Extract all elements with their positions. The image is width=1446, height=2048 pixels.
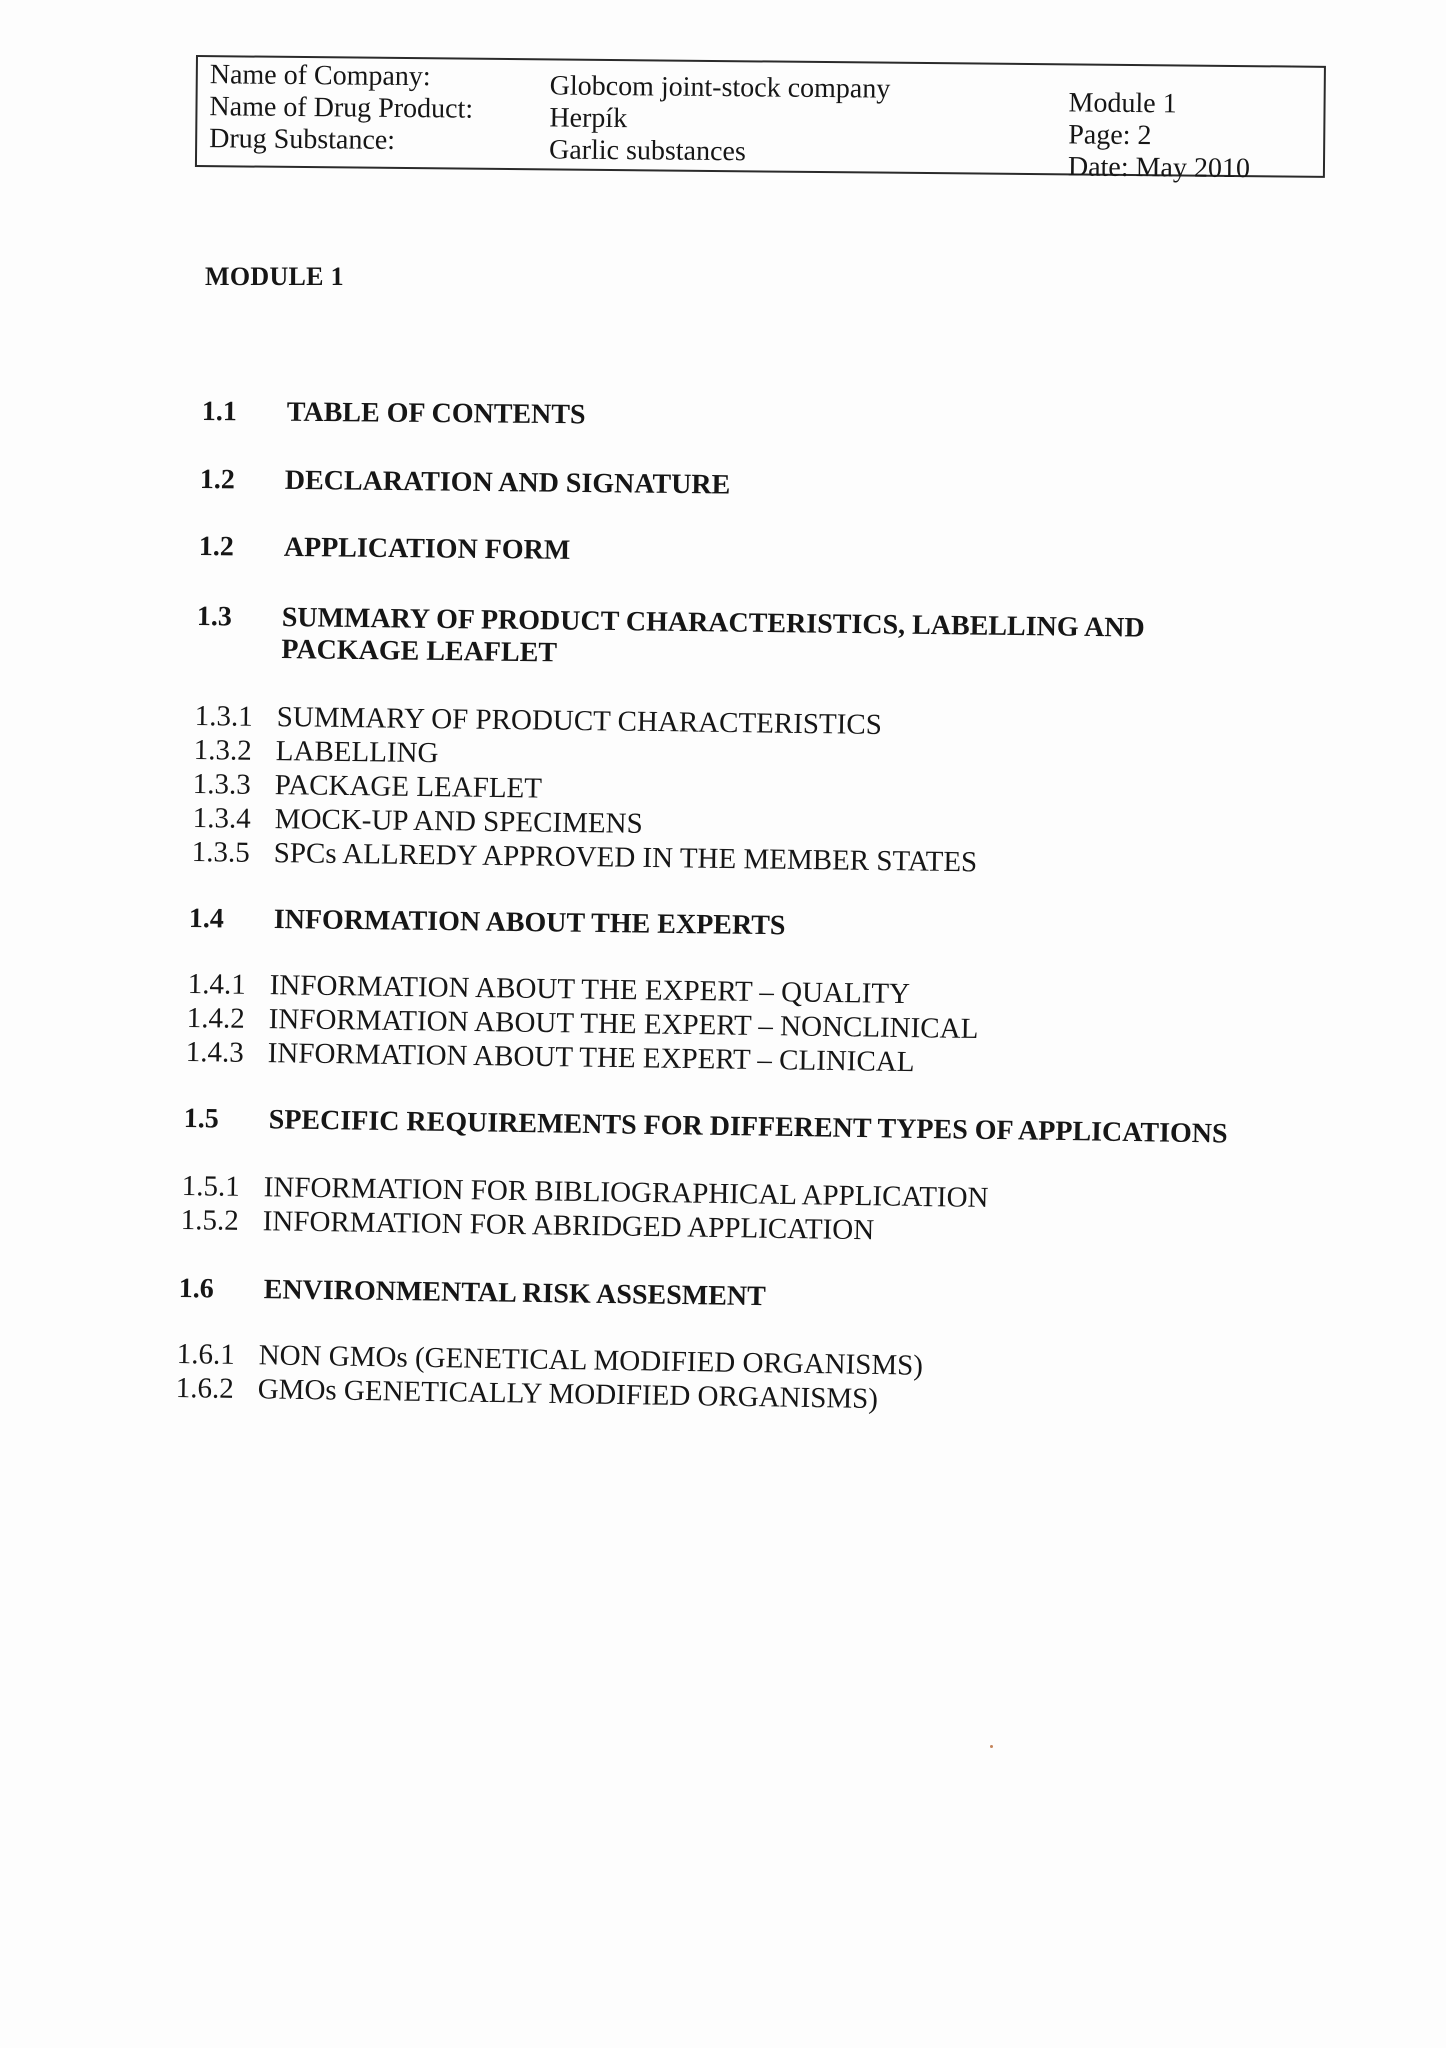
section-number: 1.2 (198, 531, 234, 563)
subsection-title: LABELLING (275, 735, 439, 770)
subsection-title: MOCK-UP AND SPECIMENS (274, 803, 643, 840)
drug-product-label: Name of Drug Product: (209, 91, 474, 125)
section-title-line-2: PACKAGE LEAFLET (281, 634, 558, 669)
page-number: Page: 2 (1068, 119, 1152, 152)
section-number: 1.6 (178, 1273, 214, 1305)
section-title: INFORMATION ABOUT THE EXPERTS (273, 904, 786, 942)
toc-section-1-6 (179, 1273, 766, 1313)
subsection-number: 1.5.1 (181, 1170, 240, 1203)
subsection-title: SPCs ALLREDY APPROVED IN THE MEMBER STATES (273, 837, 978, 879)
section-title: TABLE OF CONTENTS (286, 396, 586, 431)
section-number: 1.4 (188, 903, 224, 935)
toc-subsection-1-3-5 (192, 836, 978, 878)
subsection-title: NON GMOs (GENETICAL MODIFIED ORGANISMS) (258, 1339, 924, 1382)
subsection-number: 1.3.2 (193, 734, 252, 767)
document-date: Date: May 2010 (1067, 151, 1251, 185)
subsection-number: 1.3.5 (191, 836, 250, 869)
subsection-number: 1.6.1 (176, 1338, 235, 1371)
section-title-line-1: SUMMARY OF PRODUCT CHARACTERISTICS, LABELLING AND (281, 602, 1145, 644)
module-label: Module 1 (1068, 87, 1177, 120)
subsection-number: 1.4.2 (186, 1002, 245, 1035)
subsection-title: SUMMARY OF PRODUCT CHARACTERISTICS (276, 701, 883, 741)
scan-speck (990, 1745, 993, 1748)
section-number: 1.5 (183, 1103, 219, 1135)
section-title: DECLARATION AND SIGNATURE (284, 464, 731, 501)
subsection-title: INFORMATION FOR BIBLIOGRAPHICAL APPLICATION (263, 1171, 989, 1214)
subsection-number: 1.4.3 (185, 1036, 244, 1069)
subsection-title: INFORMATION FOR ABRIDGED APPLICATION (262, 1205, 875, 1247)
section-title: SPECIFIC REQUIREMENTS FOR DIFFERENT TYPES OF APPLICATIONS (268, 1104, 1228, 1150)
toc-section-1-4 (189, 903, 786, 942)
section-number: 1.1 (201, 396, 237, 428)
company-value: Globcom joint-stock company (549, 70, 891, 105)
section-title: APPLICATION FORM (283, 531, 571, 566)
toc-subsection-1-3-3 (193, 768, 543, 805)
subsection-number: 1.5.2 (180, 1204, 239, 1237)
subsection-number: 1.4.1 (187, 968, 246, 1001)
subsection-number: 1.6.2 (175, 1372, 234, 1405)
subsection-title: GMOs GENETICALLY MODIFIED ORGANISMS) (257, 1373, 879, 1416)
subsection-title: INFORMATION ABOUT THE EXPERT – CLINICAL (267, 1037, 915, 1079)
subsection-title: INFORMATION ABOUT THE EXPERT – NONCLINICAL (268, 1003, 979, 1046)
company-label: Name of Company: (209, 59, 431, 93)
drug-product-value: Herpík (549, 102, 628, 135)
section-number: 1.3 (196, 601, 232, 633)
section-number: 1.2 (199, 464, 235, 496)
section-title: ENVIRONMENTAL RISK ASSESMENT (263, 1274, 766, 1313)
toc-subsection-1-3-4 (193, 802, 643, 840)
subsection-number: 1.3.1 (194, 700, 253, 733)
toc-section-1-2-declaration (200, 464, 731, 502)
module-title: MODULE 1 (205, 262, 344, 291)
toc-subsection-1-3-2 (194, 734, 439, 769)
drug-substance-label: Drug Substance: (209, 123, 396, 156)
section-title (281, 602, 1145, 677)
subsection-number: 1.3.4 (192, 802, 251, 835)
toc-section-1-5 (184, 1103, 1228, 1150)
toc-section-1-2-application (199, 531, 571, 567)
drug-substance-value: Garlic substances (548, 134, 746, 168)
subsection-title: PACKAGE LEAFLET (274, 769, 543, 805)
toc-section-1-1 (202, 396, 586, 431)
subsection-number: 1.3.3 (192, 768, 251, 801)
toc-section-1-3 (196, 601, 1145, 677)
subsection-title: INFORMATION ABOUT THE EXPERT – QUALITY (269, 969, 911, 1011)
